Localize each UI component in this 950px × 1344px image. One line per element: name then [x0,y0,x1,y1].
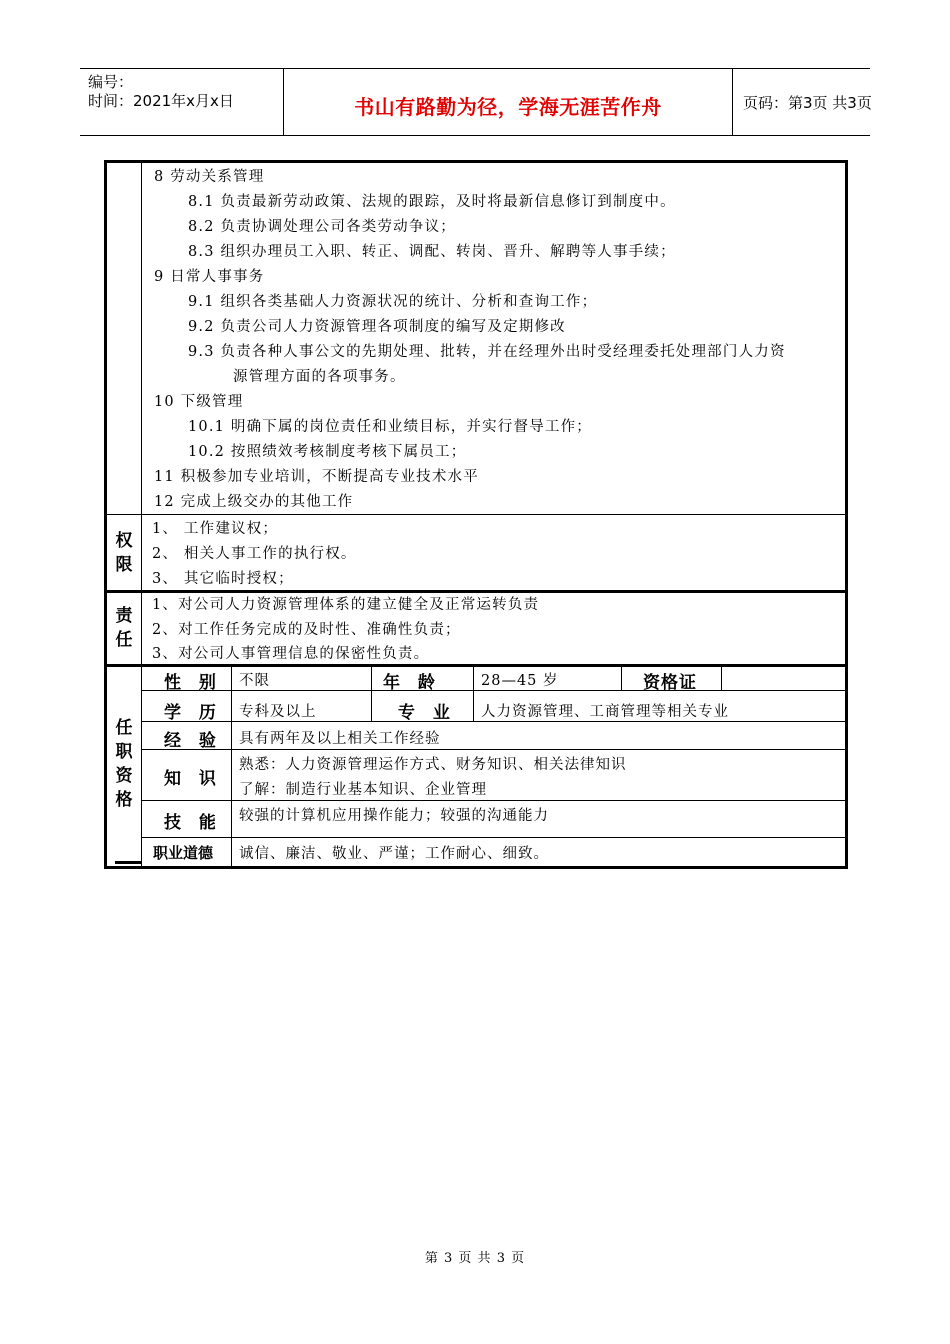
ethics-value: 诚信、廉洁、敬业、严谨；工作耐心、细致。 [239,846,549,862]
duty-line: 8.1 负责最新劳动政策、法规的跟踪，及时将最新信息修订到制度中。 [188,194,676,210]
responsibility-item: 1、对公司人力资源管理体系的建立健全及正常运转负责 [152,597,540,613]
ethics-label: 职业道德 [153,844,214,862]
header-motto-cell [283,69,733,136]
authority-label [109,529,139,577]
row-divider [141,800,845,801]
duty-line: 10.1 明确下属的岗位责任和业绩目标，并实行督导工作； [188,419,592,435]
bottom-mark [115,861,141,864]
age-value: 28—45 岁 [481,673,559,689]
row-divider [107,514,845,515]
column-divider [473,664,474,721]
duty-line: 10 下级管理 [154,394,244,410]
row-divider [141,690,845,691]
page-header [80,68,870,136]
row-divider [107,664,845,667]
qualification-label-text: 任职资格 [115,718,133,810]
duty-line: 9.1 组织各类基础人力资源状况的统计、分析和查询工作； [188,294,598,310]
duty-line: 源管理方面的各项事务。 [233,369,406,385]
time-label: 时间：2021年x月x日 [88,92,234,110]
authority-item: 1、 工作建议权； [152,521,279,537]
knowledge-label: 知 识 [164,769,222,789]
responsibility-item: 2、对工作任务完成的及时性、准确性负责； [152,622,461,638]
row-divider [141,721,845,722]
skill-value: 较强的计算机应用操作能力；较强的沟通能力 [239,808,549,824]
header-info-cell [80,69,283,136]
header-page-cell [733,69,870,136]
row-divider [107,590,845,593]
authority-label-text: 权限 [115,531,133,575]
column-divider [621,664,622,690]
experience-label: 经 验 [164,731,222,751]
qualification-label [109,716,139,812]
duty-line: 9.2 负责公司人力资源管理各项制度的编写及定期修改 [188,319,566,335]
page-footer: 第 3 页 共 3 页 [424,1251,526,1266]
duty-line: 11 积极参加专业培训，不断提高专业技术水平 [154,469,479,485]
authority-item: 2、 相关人事工作的执行权。 [152,546,357,562]
experience-value: 具有两年及以上相关工作经验 [239,731,441,747]
duty-line: 9 日常人事事务 [154,269,265,285]
column-divider [371,664,372,721]
label-column-divider [231,664,232,866]
authority-item: 3、 其它临时授权； [152,571,294,587]
knowledge-value-2: 了解：制造行业基本知识、企业管理 [239,782,487,798]
duty-line: 9.3 负责各种人事公文的先期处理、批转，并在经理外出时受经理委托处理部门人力资 [188,344,786,360]
duty-line: 8.2 负责协调处理公司各类劳动争议； [188,219,456,235]
code-label: 编号： [88,73,134,91]
education-value: 专科及以上 [239,704,317,720]
page-code: 页码：第3页 共3页 [743,94,872,112]
age-label: 年 龄 [383,673,441,693]
education-label: 学 历 [164,703,222,723]
major-value: 人力资源管理、工商管理等相关专业 [481,704,729,720]
responsibility-label-text: 责任 [115,606,133,650]
knowledge-value-1: 熟悉：人力资源管理运作方式、财务知识、相关法律知识 [239,757,627,773]
gender-label: 性 别 [164,673,222,693]
duty-line: 8.3 组织办理员工入职、转正、调配、转岗、晋升、解聘等人事手续； [188,244,676,260]
cert-label: 资格证 [643,673,697,693]
row-divider [141,837,845,838]
row-divider [141,749,845,750]
skill-label: 技 能 [164,813,222,833]
major-label: 专 业 [398,703,456,723]
duty-line: 10.2 按照绩效考核制度考核下属员工； [188,444,467,460]
responsibility-item: 3、对公司人事管理信息的保密性负责。 [152,646,430,662]
job-description-table [104,160,848,869]
motto-text: 书山有路勤为径，学海无涯苦作舟 [354,95,662,119]
duty-line: 8 劳动关系管理 [154,169,265,185]
duty-line: 12 完成上级交办的其他工作 [154,494,354,510]
gender-value: 不限 [239,673,270,689]
column-divider [721,664,722,690]
responsibility-label [109,604,139,652]
